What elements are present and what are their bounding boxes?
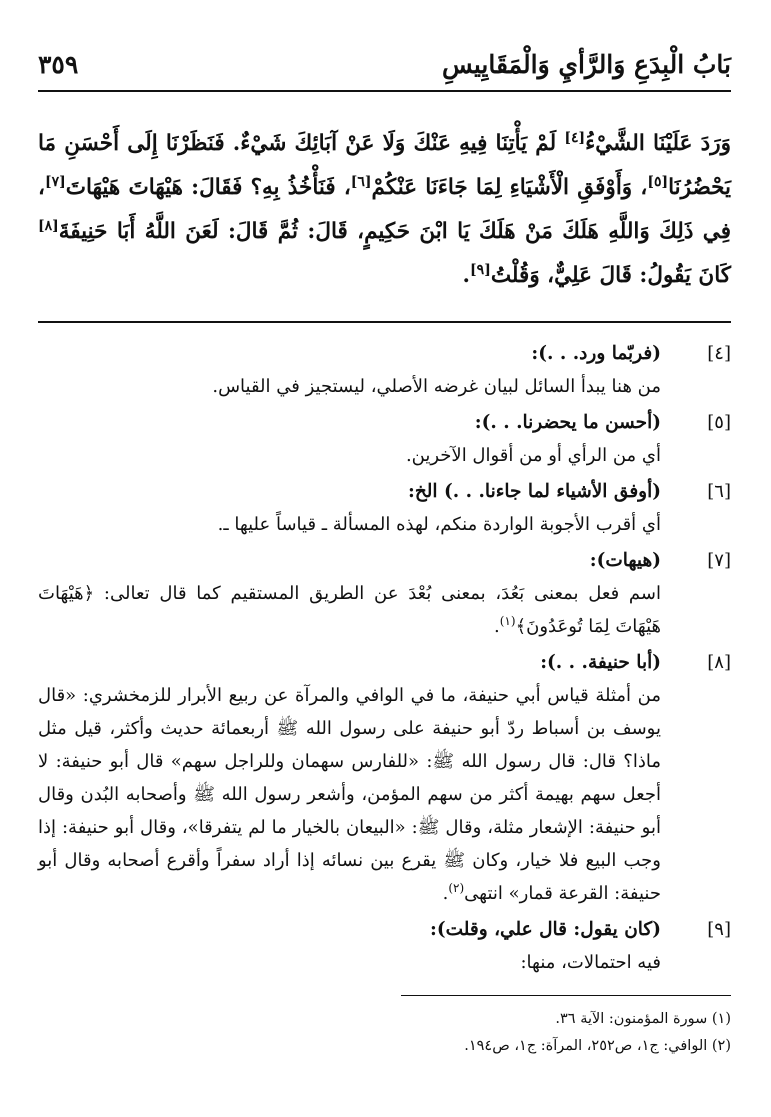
note-body (38, 577, 661, 643)
note-body (38, 508, 661, 541)
text-run: . (462, 263, 471, 288)
note-body (38, 679, 661, 910)
text-run: وَرَدَ عَلَيْنَا الشَّيْءُ (585, 131, 731, 156)
text-run: أي أقرب الأجوبة الواردة منكم، لهذه المسألة ـ قياساً عليها ـ. (217, 514, 661, 535)
text-run: اسم فعل بمعنى بَعُدَ، بمعنى بُعْدَ عن الطريق المستقيم كما قال تعالى: ﴿هَيْهَاتَ هَيْهَاتَ لِمَا تُوعَدُونَ﴾ (38, 583, 661, 637)
note-body (38, 370, 661, 403)
footnote-marker: [٩] (470, 261, 491, 278)
note-heading: (أحسن ما يحضرنا. . .): (474, 412, 661, 433)
footnotes (38, 1006, 731, 1060)
commentary-notes (38, 337, 731, 979)
text-run: . (494, 616, 500, 637)
text-run: من أمثلة قياس أبي حنيفة، ما في الوافي والمرآة عن ربيع الأبرار للزمخشري: «قال يوسف بن أسباط ردّ أبو حنيفة على رسول الله ﷺ أربعمائة حديث وأكثر، قيل مثل ماذا؟ قال: قال رسول الله ﷺ: «للفارس سهمان وللراجل سهم» قال أبو حنيفة: لا أجعل سهم بهيمة أكثر من سهم المؤمن، وأشعر رسول الله ﷺ وأصحابه البُدن وقال أبو حنيفة: الإشعار مثلة، وقال ﷺ: «البيعان بالخيار ما لم يتفرقا»، وقال أبو حنيفة: إذا وجب البيع فلا خيار، وكان ﷺ يقرع بين نسائه إذا أراد سفراً وأقرع أصحابه وقال أبو حنيفة: القرعة قمار» انتهى (38, 685, 661, 904)
footnote-separator (401, 995, 731, 996)
footnote-marker: [٨] (38, 217, 59, 234)
note-number: [٧] (707, 550, 731, 571)
footnote-marker: (٢) (448, 881, 465, 895)
footnote-marker: [٦] (350, 173, 372, 190)
note-heading: (هيهات): (589, 550, 661, 571)
note-item (38, 646, 731, 910)
page-header (38, 40, 731, 92)
note-item (38, 406, 731, 472)
note-number: [٤] (707, 343, 731, 364)
note-body (38, 439, 661, 472)
page (38, 40, 731, 1060)
text-run: ، فَنَأْخُذُ بِهِ؟ فَقَالَ: هَيْهَاتَ هَيْهَاتَ (65, 175, 351, 200)
page-number: ٣٥٩ (38, 50, 79, 79)
note-number: [٩] (707, 919, 731, 940)
text-run: . (442, 883, 449, 904)
footnote-marker: [٧] (44, 173, 66, 190)
main-text (38, 122, 731, 298)
footnote-marker: [٥] (647, 173, 669, 190)
note-item (38, 475, 731, 541)
text-run: ، فِي ذَلِكَ وَاللَّهِ هَلَكَ مَنْ هَلَكَ يَا ابْنَ حَكِيمٍ، قَالَ: ثُمَّ قَالَ: لَعَنَ اللَّهُ أَبَا حَنِيفَةَ (38, 175, 731, 244)
footnote: (١) سورة المؤمنون: الآية ٣٦. (555, 1011, 731, 1027)
note-number: [٨] (707, 652, 731, 673)
footnote-marker: [٤] (564, 129, 586, 146)
notes-separator (38, 321, 731, 323)
text-run: لَمْ يَأْتِنَا فِيهِ عَنْكَ وَلَا عَنْ آبَائِكَ شَيْءٌ. فَنَظَرْنَا إِلَى أَحْسَنِ مَا يَحْضُرُنَا (38, 131, 731, 200)
note-number: [٦] (707, 481, 731, 502)
footnote-marker: (١) (499, 614, 516, 628)
note-heading: (أوفق الأشياء لما جاءنا. . .) الخ: (407, 481, 661, 502)
text-run: أي من الرأي أو من أقوال الآخرين. (405, 445, 661, 466)
note-heading: (فربّما ورد. . .): (531, 343, 661, 364)
note-heading: (أبا حنيفة. . .): (540, 652, 661, 673)
text-run: كَانَ يَقُولُ: قَالَ عَلِيٌّ، وَقُلْتُ (490, 263, 731, 288)
note-item (38, 544, 731, 643)
text-run: من هنا يبدأ السائل لبيان غرضه الأصلي، ليستجيز في القياس. (212, 376, 661, 397)
note-heading: (كان يقول: قال علي، وقلت): (429, 919, 661, 940)
note-item (38, 913, 731, 979)
note-item (38, 337, 731, 403)
text-run: ، وَأَوْفَقِ الْأَشْيَاءِ لِمَا جَاءَنَا عَنْكُمْ (371, 175, 648, 200)
note-body (38, 946, 661, 979)
text-run: فيه احتمالات، منها: (520, 952, 661, 973)
note-number: [٥] (707, 412, 731, 433)
footnote: (٢) الوافي: ج١، ص٢٥٢، المرآة: ج١، ص١٩٤. (464, 1038, 731, 1054)
running-title: بَابُ الْبِدَعِ وَالرَّأيِ وَالْمَقَايِيسِ (441, 50, 731, 79)
